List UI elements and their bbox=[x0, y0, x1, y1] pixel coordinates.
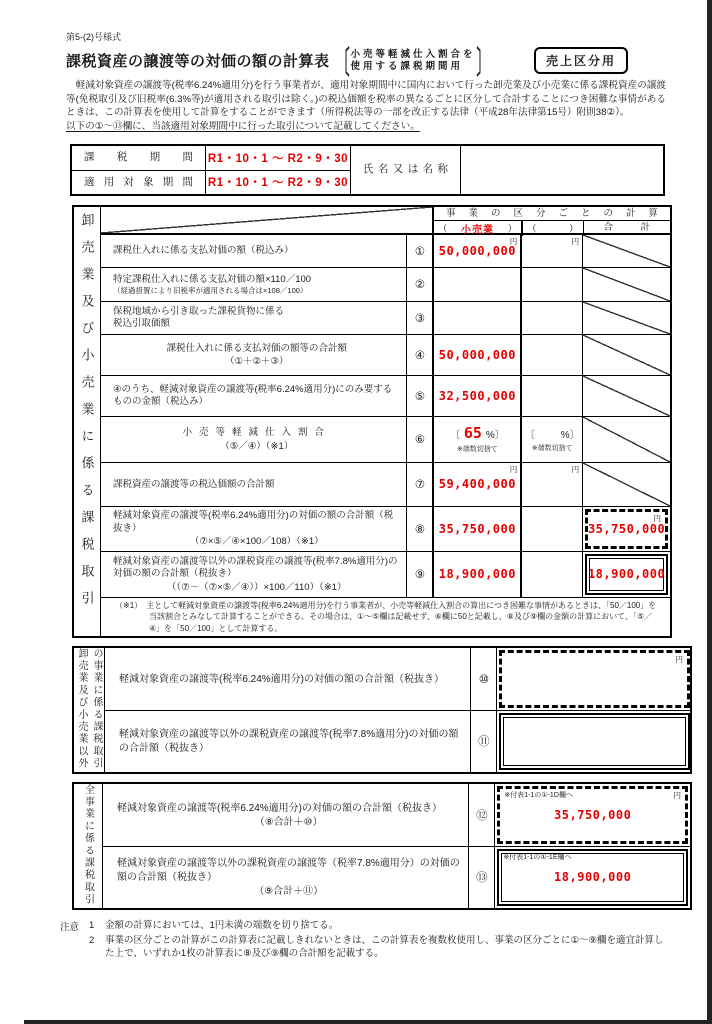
circled-number: ⑦ bbox=[414, 479, 426, 492]
other-business-table bbox=[72, 646, 692, 774]
table-row-2 bbox=[101, 268, 670, 302]
name-label: 氏名又は名称 bbox=[350, 146, 460, 194]
blank-amount-cell[interactable] bbox=[520, 335, 582, 375]
applicable-period-value[interactable]: R1・10・1 ～ R2・9・30 bbox=[205, 170, 350, 194]
row-description bbox=[101, 463, 406, 506]
period-table bbox=[70, 144, 665, 196]
row-description bbox=[103, 847, 468, 908]
yen-unit: 円 bbox=[653, 513, 661, 523]
note-text: 金額の計算においては、1円未満の端数を切り捨てる。 bbox=[105, 919, 339, 931]
blank-amount-cell[interactable] bbox=[520, 552, 582, 597]
circled-number: ⑪ bbox=[478, 736, 490, 749]
notes-label: 注意 bbox=[60, 921, 80, 933]
paren-close: ） bbox=[569, 224, 579, 236]
paren-open: （ bbox=[527, 224, 537, 236]
row-formula: （⑧合計＋⑩） bbox=[254, 817, 323, 829]
row-description bbox=[103, 784, 468, 846]
row-description-text: 軽減対象資産の譲渡等(税率6.24%適用分)の対価の額の合計額（税抜き） bbox=[117, 802, 443, 814]
row-formula: （（⑦－（⑦×⑤／④））×100／110）（※1） bbox=[166, 581, 347, 593]
row-description bbox=[101, 302, 406, 334]
row-description bbox=[105, 648, 470, 710]
section-label-text: 卸売業及び小売業以外の事業に係る課税取引 bbox=[76, 647, 102, 770]
row-description bbox=[101, 235, 406, 267]
column-header-retail bbox=[434, 221, 521, 236]
row-formula: （⑤／④）（※1） bbox=[220, 440, 294, 452]
yen-unit: 円 bbox=[675, 654, 683, 664]
row-description-text: 軽減対象資産の譲渡等以外の課税資産の譲渡等（税率7.8%適用分）の対価の額の合計額（税抜き） bbox=[117, 858, 460, 883]
row-description-text-2: 税込引取価額 bbox=[113, 318, 171, 330]
circled-number: ② bbox=[414, 279, 426, 292]
ratio-display bbox=[525, 426, 580, 453]
bracket-line-2: 使用する課税期間用 bbox=[350, 60, 464, 72]
amount-value: 59,400,000 bbox=[438, 477, 516, 492]
total-cell-struck bbox=[582, 268, 670, 301]
note-number: 2 bbox=[89, 934, 95, 946]
total-amount-value: 18,900,000 bbox=[587, 567, 666, 582]
section-label-wholesale-retail bbox=[74, 207, 100, 636]
all-business-body bbox=[102, 784, 690, 908]
note-number: 1 bbox=[89, 919, 95, 931]
table-row-10 bbox=[105, 648, 692, 710]
footnote-text: （※1） 主として軽減対象資産の譲渡等(税率6.24%適用分)を行う事業者が、小売等軽減仕入割合の算出につき困難な事情があるときは、「50／100」を当該割合とみなして計算することができる。その場合は、①～⑤欄は記載せず、⑥欄に50と記載し、⑧及び⑨欄の金額の計算において、「⑤／④」を「50／100」として計算する。 bbox=[115, 600, 657, 633]
retail-column-label[interactable]: 小売業 bbox=[461, 224, 495, 236]
intro-paragraph: 軽減対象資産の譲渡等(税率6.24%適用分)を行う事業者が、適用対象期間中に国内において行った卸売業及び小売業に係る課税資産の譲渡等(免税取引及び旧税率(6.3%等)が適用される取引は除く。)の税込価額を税率の異なるごとに区分して合計することにつき困難な事情があるときは、この計算表を使用して計算をすることができます（所得税法等の一部を改正する法律（平成28年法律第15号）附則38②）。 bbox=[66, 80, 666, 119]
row-number-circle bbox=[406, 335, 432, 375]
amount-value: 18,900,000 bbox=[438, 567, 516, 582]
table-row-9 bbox=[101, 552, 670, 598]
row-description-text: 軽減対象資産の譲渡等以外の課税資産の譲渡等(税率7.8%適用分)の対価の額の合計額（税抜き） bbox=[119, 729, 459, 754]
table-row-3 bbox=[101, 302, 670, 335]
yen-unit: 円 bbox=[571, 464, 580, 474]
taxable-period-value[interactable]: R1・10・1 ～ R2・9・30 bbox=[205, 146, 350, 170]
value-box-cell[interactable] bbox=[496, 711, 692, 772]
section-label-text: 全事業に係る課税取引 bbox=[82, 783, 94, 906]
row-description-text: 特定課税仕入れに係る支払対価の額×110／100 bbox=[113, 273, 312, 285]
retail-ratio-cell[interactable] bbox=[432, 417, 520, 462]
dashed-value-box bbox=[499, 650, 690, 708]
row-number-circle bbox=[406, 235, 432, 267]
row-description-text: 軽減対象資産の譲渡等(税率6.24%適用分)の対価の額の合計額（税抜き） bbox=[119, 673, 445, 685]
retail-amount-cell[interactable] bbox=[432, 235, 520, 267]
blank-amount-cell[interactable] bbox=[520, 268, 582, 301]
section-label-all-business bbox=[74, 784, 102, 908]
transfer-reference-label: ※付表1-1の①-1D欄へ bbox=[504, 791, 573, 799]
amount-value: 18,900,000 bbox=[554, 870, 632, 885]
rounding-note: ※端数切捨て bbox=[531, 444, 573, 452]
header-title: 事業の区分ごとの計算 bbox=[434, 207, 670, 221]
row-description bbox=[105, 711, 470, 772]
blank-ratio-cell[interactable] bbox=[520, 417, 582, 462]
amount-value: 50,000,000 bbox=[438, 243, 516, 258]
paren-open: （ bbox=[438, 224, 448, 236]
transfer-reference-label: ※付表1-1の①-1E欄へ bbox=[503, 853, 572, 861]
retail-amount-cell[interactable] bbox=[432, 335, 520, 375]
total-cell[interactable] bbox=[582, 552, 670, 597]
row-description-text: 課税仕入れに係る支払対価の額等の合計額 bbox=[166, 342, 347, 354]
other-business-body bbox=[104, 648, 692, 772]
percent-close: %〕 bbox=[560, 429, 580, 441]
column-header-blank[interactable] bbox=[521, 221, 582, 236]
circled-number: ⑬ bbox=[476, 872, 488, 885]
column-headers bbox=[434, 221, 670, 236]
header-columns bbox=[432, 207, 670, 236]
yen-unit: 円 bbox=[571, 236, 580, 246]
table-row-8 bbox=[101, 507, 670, 552]
circled-number: ④ bbox=[414, 349, 426, 362]
row-number-circle bbox=[468, 784, 494, 846]
row-number-circle bbox=[406, 268, 432, 301]
total-cell-struck bbox=[582, 417, 670, 462]
total-cell-struck bbox=[582, 463, 670, 506]
circled-number: ① bbox=[414, 245, 426, 258]
intro-instruction bbox=[66, 120, 666, 134]
row-description bbox=[101, 507, 406, 551]
dashed-value-box bbox=[497, 786, 688, 844]
circled-number: ③ bbox=[414, 312, 426, 325]
circled-number: ⑨ bbox=[414, 569, 426, 582]
row-description-text: 課税資産の譲渡等の税込価額の合計額 bbox=[113, 478, 275, 490]
solid-total-box bbox=[585, 554, 668, 595]
blank-amount-cell[interactable] bbox=[520, 376, 582, 416]
circled-number: ⑥ bbox=[414, 434, 426, 447]
scan-edge bbox=[24, 1020, 712, 1024]
row-description bbox=[101, 268, 406, 301]
bracket-line-1: 小売等軽減仕入割合を bbox=[350, 48, 476, 60]
row-number-circle bbox=[406, 463, 432, 506]
row-number-circle bbox=[468, 847, 494, 908]
row-formula: （⑨合計＋⑪） bbox=[254, 886, 324, 898]
row-description bbox=[101, 335, 406, 375]
table-row-5 bbox=[101, 376, 670, 417]
row-number-circle bbox=[470, 648, 496, 710]
yen-unit: 円 bbox=[509, 236, 518, 246]
yen-unit: 円 bbox=[509, 464, 518, 474]
dashed-total-box bbox=[585, 509, 668, 549]
percent-close: %〕 bbox=[485, 430, 505, 442]
title-bracket-note bbox=[336, 44, 491, 81]
section-label-other-business bbox=[74, 648, 104, 772]
total-cell-struck bbox=[582, 376, 670, 416]
retail-amount-cell[interactable] bbox=[432, 376, 520, 416]
row-description-text: 保税地域から引き取った課税貨物に係る bbox=[113, 305, 285, 317]
diagonal-header-cell bbox=[101, 207, 432, 233]
main-table-body bbox=[100, 207, 670, 636]
bracket-open: 〔 bbox=[524, 429, 535, 441]
row-number-circle bbox=[406, 376, 432, 416]
row-description-subtext: （経過措置により旧税率が適用される場合は×108／100） bbox=[113, 286, 308, 296]
solid-value-box bbox=[499, 713, 690, 770]
paren-close: ） bbox=[507, 224, 518, 236]
amount-value: 50,000,000 bbox=[438, 347, 516, 362]
ratio-value: 65 bbox=[463, 424, 482, 443]
row-description-text: ④のうち、軽減対象資産の譲渡等(税率6.24%適用分)にのみ要するものの金額（税込み） bbox=[113, 383, 393, 408]
table-row-12 bbox=[103, 784, 690, 846]
open-bracket: 〔 bbox=[336, 44, 350, 81]
retail-amount-cell[interactable] bbox=[432, 507, 520, 551]
column-header-total: 合 計 bbox=[583, 221, 670, 236]
blank-amount-cell[interactable] bbox=[520, 302, 582, 334]
table-row-7 bbox=[101, 463, 670, 507]
amount-value: 32,500,000 bbox=[438, 388, 516, 403]
note-item-1 bbox=[89, 919, 670, 932]
total-amount-value: 35,750,000 bbox=[587, 521, 666, 536]
total-cell-struck bbox=[582, 302, 670, 334]
circled-number: ⑧ bbox=[414, 523, 426, 536]
blank-amount-cell[interactable] bbox=[520, 507, 582, 551]
retail-amount-cell[interactable] bbox=[432, 552, 520, 597]
blank-amount-cell[interactable] bbox=[520, 235, 582, 267]
value-box-cell[interactable] bbox=[494, 784, 690, 846]
row-number-circle bbox=[406, 302, 432, 334]
row-description bbox=[101, 552, 406, 597]
row-description-text: 小売等軽減仕入割合 bbox=[182, 427, 331, 439]
value-box-cell[interactable] bbox=[496, 648, 692, 710]
title-row bbox=[66, 44, 646, 81]
rounding-note: ※端数切捨て bbox=[456, 446, 498, 454]
row-number-circle bbox=[406, 552, 432, 597]
blank-amount-cell[interactable] bbox=[520, 463, 582, 506]
footnote-row bbox=[101, 598, 670, 636]
amount-value: 35,750,000 bbox=[554, 807, 632, 822]
scan-edge bbox=[707, 0, 712, 1024]
table-row-6 bbox=[101, 417, 670, 463]
table-row-1 bbox=[101, 235, 670, 268]
sales-category-badge: 売上区分用 bbox=[534, 47, 628, 74]
row-number-circle bbox=[470, 711, 496, 772]
table-row-11 bbox=[105, 710, 692, 772]
ratio-display bbox=[450, 424, 505, 454]
applicable-period-label: 適用対象期間 bbox=[72, 170, 205, 194]
form-number: 第5-(2)号様式 bbox=[66, 32, 122, 42]
row-description bbox=[101, 417, 406, 462]
name-input-area[interactable] bbox=[460, 146, 665, 194]
row-description-text: 課税仕入れに係る支払対価の額（税込み） bbox=[113, 245, 294, 257]
yen-unit: 円 bbox=[673, 790, 681, 800]
main-calculation-table bbox=[72, 205, 672, 638]
intro-instruction-text: 以下の①～⑬欄に、当該適用対象期間中に行った取引について記載してください。 bbox=[66, 120, 420, 132]
total-cell[interactable] bbox=[582, 507, 670, 551]
section-label-text: 卸売業及び小売業に係る課税取引 bbox=[79, 212, 95, 618]
row-description-text: 軽減対象資産の譲渡等(税率6.24%適用分)の対価の額の合計額（税抜き） bbox=[113, 510, 394, 534]
note-text: 事業の区分ごとの計算がこの計算表に記載しきれないときは、この計算表を複数枚使用し、事業の区分ごとに①～⑨欄を適宜計算した上で、いずれか1枚の計算表に⑧及び⑨欄の合計額を記載する。 bbox=[105, 934, 664, 959]
value-box-cell[interactable] bbox=[494, 847, 690, 908]
bracket-open: 〔 bbox=[449, 430, 460, 442]
table-row-4 bbox=[101, 335, 670, 376]
notes-items bbox=[89, 919, 670, 960]
retail-amount-cell[interactable] bbox=[432, 463, 520, 506]
retail-amount-cell[interactable] bbox=[432, 268, 520, 301]
total-cell-struck bbox=[582, 235, 670, 267]
solid-value-box bbox=[497, 849, 688, 906]
table-row-13 bbox=[103, 846, 690, 908]
circled-number: ⑤ bbox=[414, 390, 426, 403]
circled-number: ⑩ bbox=[478, 673, 490, 686]
retail-amount-cell[interactable] bbox=[432, 302, 520, 334]
total-cell-struck bbox=[582, 335, 670, 375]
close-bracket: 〕 bbox=[476, 44, 490, 81]
row-formula: （⑦×⑤／④×100／108）（※1） bbox=[189, 536, 324, 548]
notes-section bbox=[60, 919, 670, 960]
page-title: 課税資産の譲渡等の対価の額の計算表 bbox=[66, 53, 330, 70]
row-number-circle bbox=[406, 507, 432, 551]
note-item-2 bbox=[89, 934, 670, 960]
circled-number: ⑫ bbox=[476, 809, 488, 822]
row-number-circle bbox=[406, 417, 432, 462]
row-formula: （①＋②＋③） bbox=[224, 356, 289, 368]
all-business-table bbox=[72, 782, 692, 910]
row-description-text: 軽減対象資産の譲渡等以外の課税資産の譲渡等(税率7.8%適用分)の対価の額の合計額（税抜き） bbox=[113, 555, 398, 580]
bracket-lines bbox=[351, 49, 476, 73]
row-description bbox=[101, 376, 406, 416]
taxable-period-label: 課税期間 bbox=[84, 150, 193, 163]
amount-value: 35,750,000 bbox=[438, 521, 516, 536]
main-table-header bbox=[101, 207, 670, 235]
